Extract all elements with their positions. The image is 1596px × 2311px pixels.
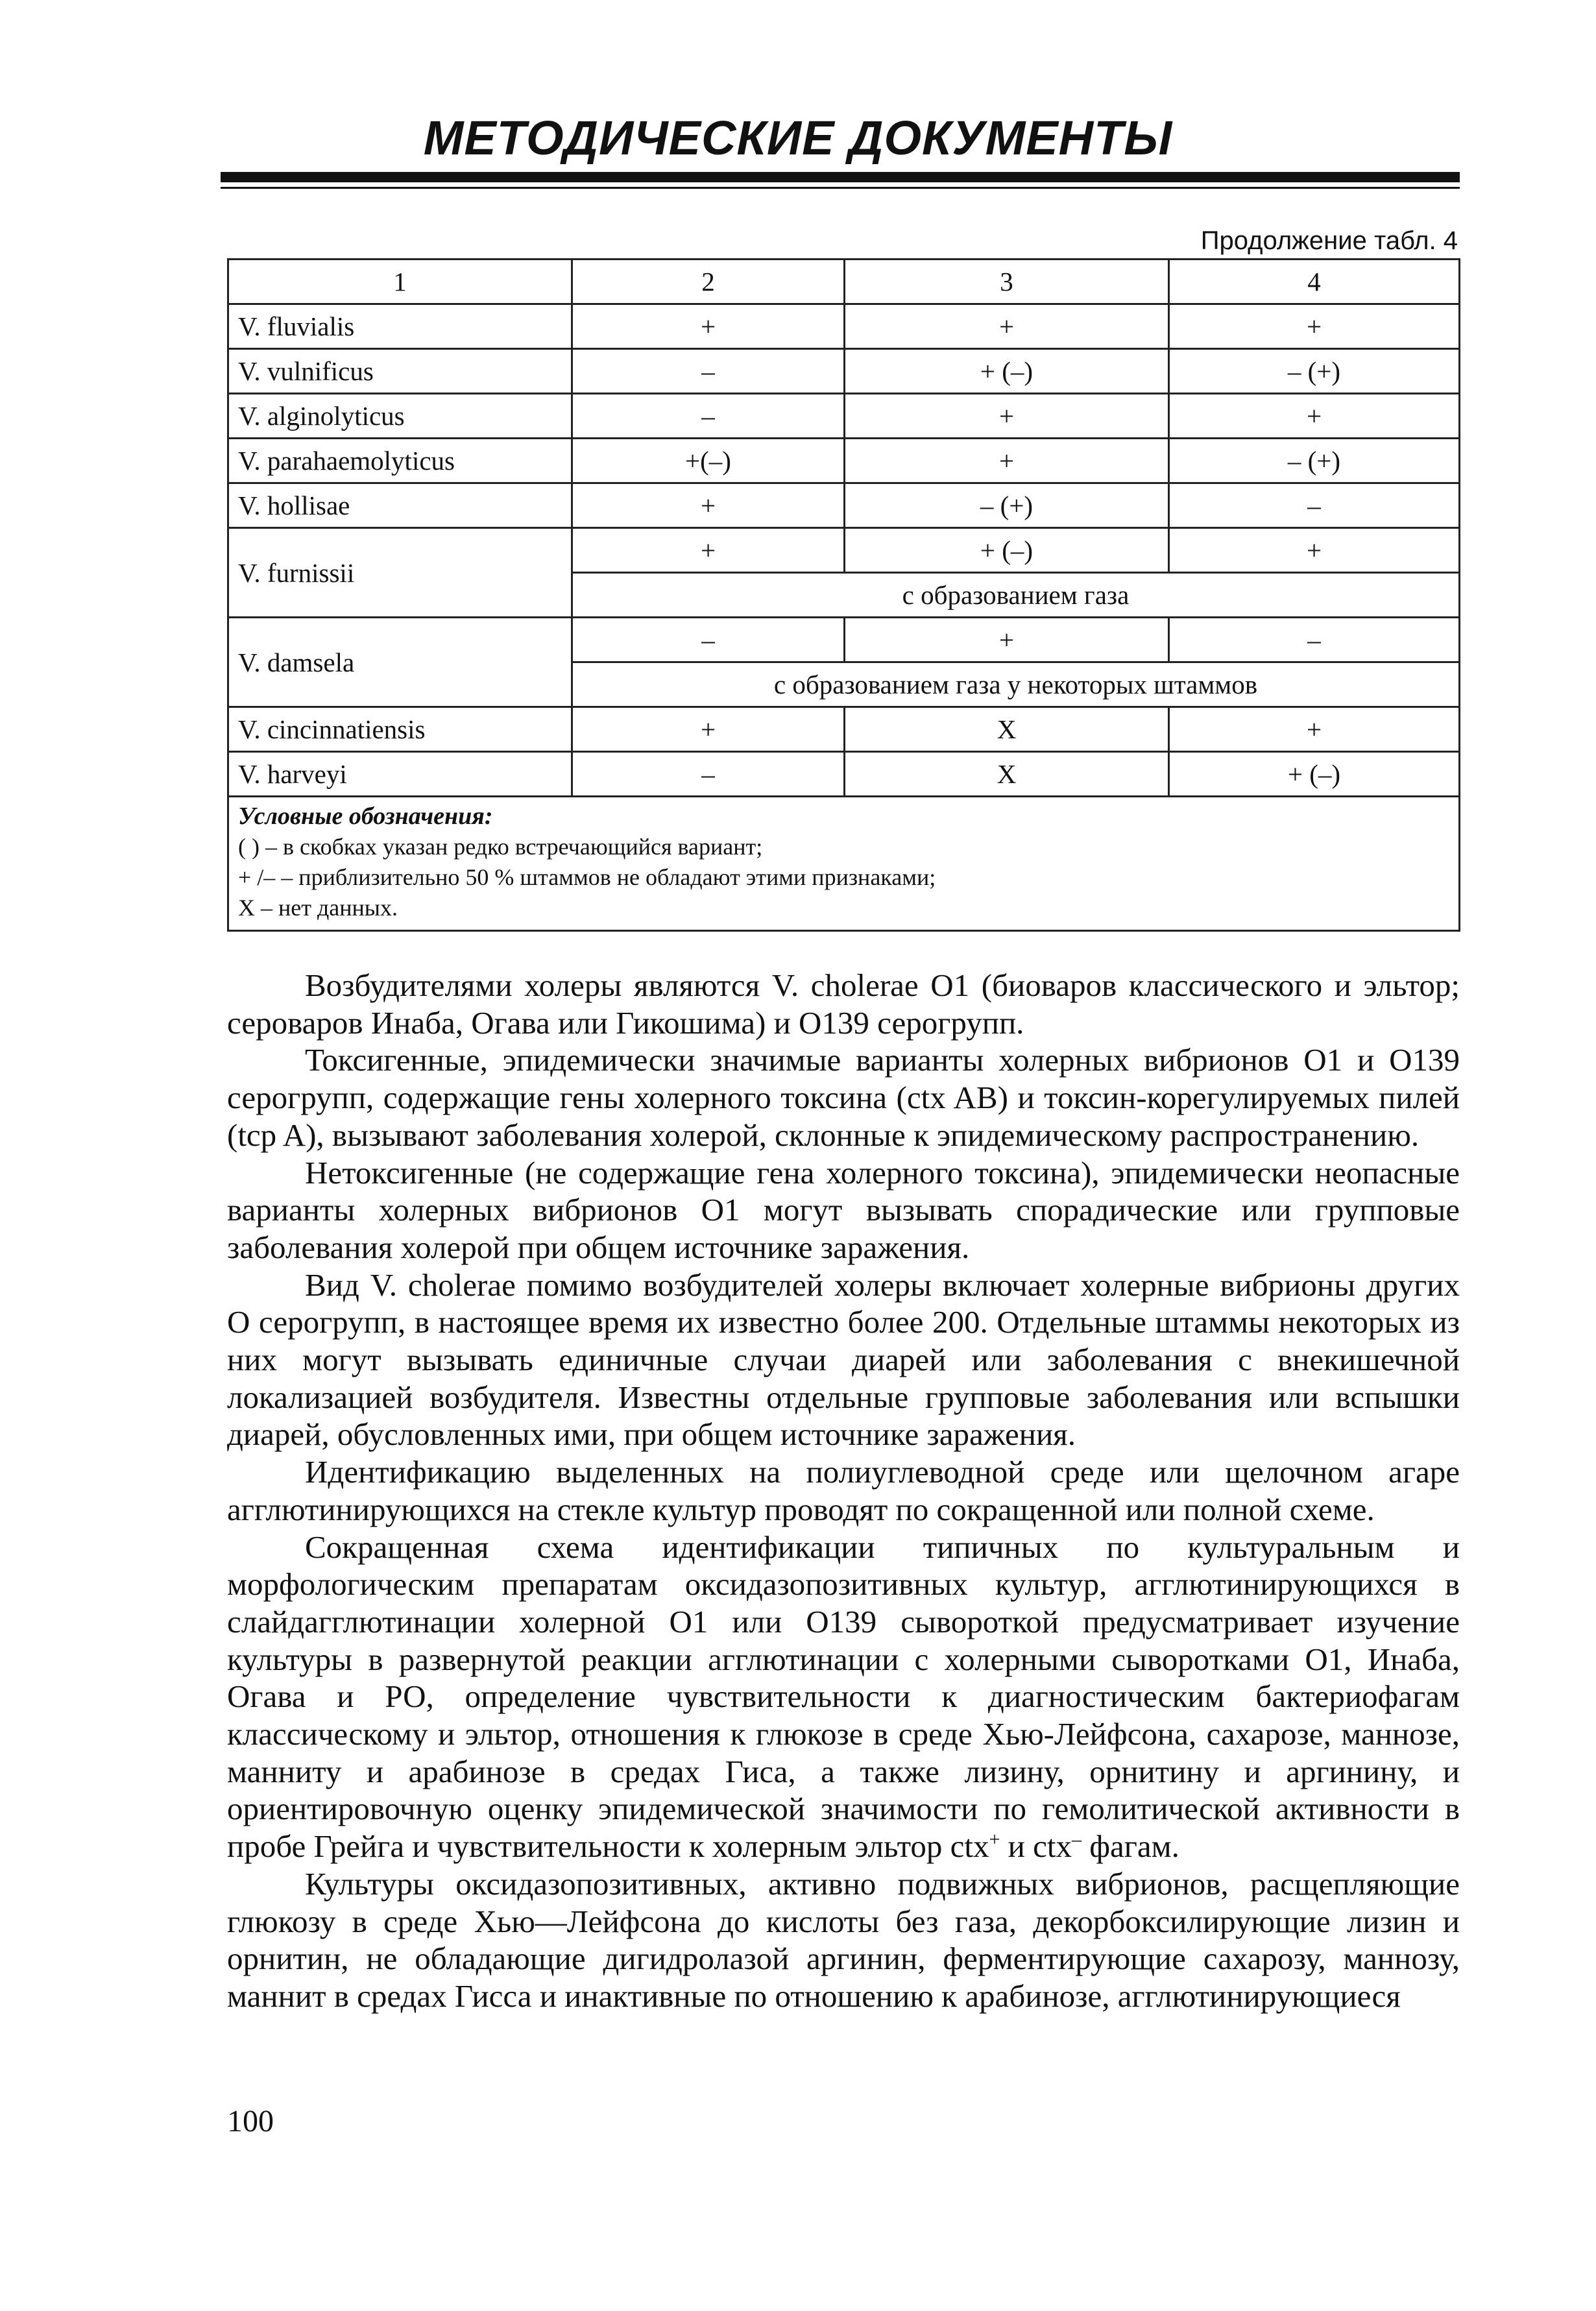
table-header-cell: 2	[572, 260, 845, 304]
table-cell: +	[572, 528, 845, 573]
table-row	[228, 618, 1460, 662]
species-name: V. hollisae	[228, 483, 572, 528]
table-cell: – (+)	[1169, 349, 1460, 394]
legend-cell	[228, 797, 1460, 931]
table-cell: +	[845, 439, 1169, 483]
journal-header-title: МЕТОДИЧЕСКИЕ ДОКУМЕНТЫ	[423, 111, 1173, 165]
table-cell: +	[572, 304, 845, 349]
superscript: +	[989, 1828, 1000, 1850]
table-row	[228, 528, 1460, 573]
header-rule-thin	[221, 187, 1460, 189]
species-name: V. furnissii	[228, 528, 572, 618]
table-row	[228, 752, 1460, 797]
superscript: –	[1071, 1828, 1082, 1850]
legend-row	[228, 797, 1460, 931]
table-header-cell: 1	[228, 260, 572, 304]
table-cell: +	[845, 618, 1169, 662]
paragraph: Вид V. cholerae помимо возбудителей холеры включает холерные вибрионы других O серогрупп, в настоящее время их известно более 200. Отдельные штаммы некоторых из них могут вызывать единичные случаи диарей или заболевания с внекишечной локализацией возбудителя. Известны отдельные групповые заболевания или вспышки диарей, обусловленных ими, при общем источнике заражения.	[227, 1266, 1460, 1453]
table-cell: +	[845, 394, 1169, 439]
legend-line: X – нет данных.	[238, 895, 398, 921]
species-name: V. fluvialis	[228, 304, 572, 349]
paragraph-identification-scheme	[227, 1529, 1460, 1865]
table-cell: +	[1169, 528, 1460, 573]
species-name: V. parahaemolyticus	[228, 439, 572, 483]
table-cell: + (–)	[845, 349, 1169, 394]
table-cell: +	[1169, 394, 1460, 439]
body-text	[227, 967, 1460, 2015]
table-row	[228, 707, 1460, 752]
table-row	[228, 439, 1460, 483]
species-name: V. alginolyticus	[228, 394, 572, 439]
legend-line: ( ) – в скобках указан редко встречающийся вариант;	[238, 834, 763, 860]
table-row	[228, 483, 1460, 528]
paragraph: Нетоксигенные (не содержащие гена холерного токсина), эпидемически неопасные варианты холерных вибрионов O1 могут вызывать спорадические или групповые заболевания холерой при общем источнике заражения.	[227, 1154, 1460, 1265]
paragraph-text: Сокращенная схема идентификации типичных по культуральным и морфологическим препаратам оксидазопозитивных культур, агглютинирующихся в слайдагглютинации холерной O1 или O139 сывороткой предусматривает изучение культуры в развернутой реакции агглютинации с холерными сыворотками O1, Инаба, Огава и РО, определение чувствительности к диагностическим бактериофагам классическому и эльтор, отношения к глюкозе в среде Хью-Лейфсона, сахарозе, маннозе, манниту и арабинозе в средах Гиса, а также лизину, орнитину и аргинину, и ориентировочную оценку эпидемической значимости по гемолитической активности в пробе Грейга и чувствительности к холерным эльтор ctx	[227, 1529, 1460, 1865]
table-cell: –	[1169, 483, 1460, 528]
species-name: V. harveyi	[228, 752, 572, 797]
paragraph: Возбудителями холеры являются V. cholerae O1 (биоваров классического и эльтор; сероваров Инаба, Огава или Гикошима) и O139 серогрупп.	[227, 967, 1460, 1041]
paragraph: Токсигенные, эпидемически значимые варианты холерных вибрионов O1 и O139 серогрупп, содержащие гены холерного токсина (ctx AB) и токсин-корегулируемых пилей (tcp A), вызывают заболевания холерой, склонные к эпидемическому распространению.	[227, 1042, 1460, 1153]
paragraph-text: фагам.	[1081, 1828, 1179, 1865]
gas-note-cell: с образованием газа у некоторых штаммов	[572, 662, 1460, 707]
table-row	[228, 304, 1460, 349]
table-cell: –	[572, 394, 845, 439]
legend-title: Условные обозначения:	[238, 803, 493, 830]
table-cell: –	[572, 752, 845, 797]
table-cell: + (–)	[845, 528, 1169, 573]
table-cell: +	[1169, 707, 1460, 752]
table-cell: X	[845, 752, 1169, 797]
table-row	[228, 349, 1460, 394]
paragraph: Культуры оксидазопозитивных, активно подвижных вибрионов, расщепляющие глюкозу в среде Хью—Лейфсона до кислоты без газа, декорбоксилирующие лизин и орнитин, не обладающие дигидролазой аргинин, ферментирующие сахарозу, маннозу, маннит в средах Гисса и инактивные по отношению к арабинозе, агглютинирующиеся	[227, 1865, 1460, 2014]
table-cell: – (+)	[845, 483, 1169, 528]
gas-note-cell: с образованием газа	[572, 573, 1460, 618]
table-cell: – (+)	[1169, 439, 1460, 483]
table-cell: –	[572, 349, 845, 394]
table-header-cell: 4	[1169, 260, 1460, 304]
vibrio-table	[227, 258, 1460, 932]
table-cell: + (–)	[1169, 752, 1460, 797]
header-rule-thick	[221, 172, 1460, 182]
table-cell: +	[572, 483, 845, 528]
species-name: V. vulnificus	[228, 349, 572, 394]
table-header-cell: 3	[845, 260, 1169, 304]
species-name: V. cincinnatiensis	[228, 707, 572, 752]
table-cell: +	[572, 707, 845, 752]
table-cell: +	[1169, 304, 1460, 349]
table-cell: –	[572, 618, 845, 662]
paragraph: Идентификацию выделенных на полиуглеводной среде или щелочном агаре агглютинирующихся на стекле культур проводят по сокращенной или полной схеме.	[227, 1454, 1460, 1527]
table-cell: +(–)	[572, 439, 845, 483]
table-continuation-label: Продолжение табл. 4	[1200, 226, 1458, 255]
table-cell: +	[845, 304, 1169, 349]
table-row	[228, 394, 1460, 439]
legend-line: + /– – приблизительно 50 % штаммов не обладают этими признаками;	[238, 864, 936, 890]
paragraph-text: и ctx	[1000, 1828, 1072, 1865]
table-cell: X	[845, 707, 1169, 752]
table-cell: –	[1169, 618, 1460, 662]
table-header-row	[228, 260, 1460, 304]
species-name: V. damsela	[228, 618, 572, 707]
page-number: 100	[227, 2104, 274, 2138]
